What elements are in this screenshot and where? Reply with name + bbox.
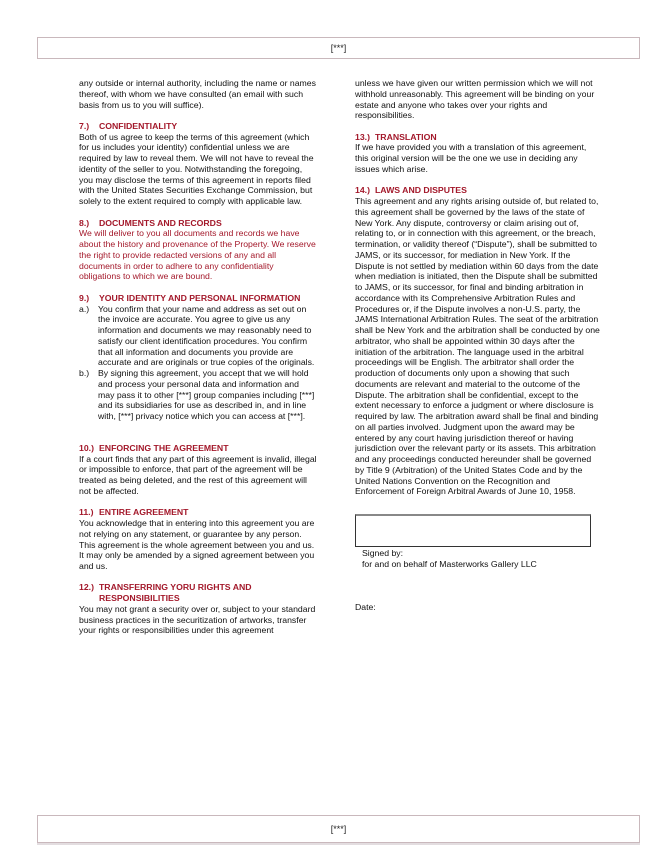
- section-laws-and-disputes: [355, 185, 600, 497]
- section-number: 10.): [79, 442, 94, 453]
- section-title: ENTIRE AGREEMENT: [99, 507, 189, 518]
- section-body: If we have provided you with a translation of this agreement, this original version will be the one we use in deciding any issues which arise.: [355, 142, 587, 174]
- section-enforcing-agreement: [79, 443, 317, 497]
- section-entire-agreement: [79, 507, 317, 572]
- section-heading: [79, 293, 317, 304]
- section-heading: [79, 121, 317, 132]
- section-heading: [79, 582, 317, 604]
- list-item-label: b.): [79, 368, 90, 379]
- section-identity-personal-info: [79, 293, 317, 422]
- section-documents-and-records: [79, 218, 317, 283]
- page-header: [37, 37, 640, 59]
- list-item-text: You confirm that your name and address as set out on the invoice are accurate. You agree to give us any information and documents we may reasonably need to satisfy our client identification procedures. You confirm that all information and documents you provide are accurate and are originals or true copies of the originals.: [98, 303, 315, 368]
- section-title: TRANSFERRING YORU RIGHTS AND RESPONSIBILITIES: [99, 582, 252, 604]
- left-column: [79, 78, 317, 636]
- section-heading: [79, 507, 317, 518]
- list-item: [79, 304, 317, 369]
- continued-paragraph: any outside or internal authority, including the name or names thereof, with whom we have consulted (an email with such basis from us to you will suffice).: [79, 78, 316, 110]
- section-number: 11.): [79, 507, 94, 518]
- section-title: TRANSLATION: [375, 131, 437, 142]
- section-body: Both of us agree to keep the terms of this agreement (which for us includes your identity) confidential unless we are required by law to reveal them. We will not have to reveal the identity of the seller to you. Notwithstanding the foregoing, you may disclose the terms of this agreement in reports filed with the United States Securities Exchange Commission, but solely to the extent required to comply with applicable law.: [79, 131, 314, 207]
- section-body: You acknowledge that in entering into this agreement you are not relying on any statement, or guarantee by any person. This agreement is the whole agreement between you and us. It may only be amended by a signed agreement between you and us.: [79, 518, 315, 571]
- section-confidentiality: [79, 121, 317, 207]
- signature-box[interactable]: [355, 514, 591, 547]
- section-body: This agreement and any rights arising outside of, but related to, this agreement shall be governed by the laws of the state of New York. Any dispute, controversy or claim arising out of, relating to, or in connection with this agreement, or the breach, termination, or validity thereof (“Dispute”), shall be submitted to JAMS, or its successor, for mediation in New York. If the Dispute is not settled by mediation within 60 days from the date when mediation is initiated, then the Dispute shall be submitted to JAMS, or its successor, for final and binding arbitration in accordance with its Comprehensive Arbitration Rules and Procedures or, if the Dispute involves a non-U.S. party, the JAMS International Arbitration Rules. The seat of the arbitration shall be New York and the arbitration shall be conducted by one arbitrator, who shall be appointed within 30 days after the initiation of the arbitration. The language used in the arbitral proceedings will be English. The arbitrator shall order the production of documents only upon a showing that such documents are relevant and material to the outcome of the Dispute. The arbitration shall be confidential, except to the extent necessary to enforce a judgment or where disclosure is required by law. The arbitration award shall be final and binding on all parties involved. Judgment upon the award may be entered by any court having jurisdiction thereof or having jurisdiction over the relevant party or its assets. This arbitration and any proceedings conducted hereunder shall be governed by Title 9 (Arbitration) of the United States Code and by the United Nations Convention on the Recognition and Enforcement of Foreign Arbitral Awards of June 10, 1958.: [355, 196, 600, 497]
- date-label: Date:: [355, 601, 376, 612]
- footer-text: [***]: [330, 824, 347, 834]
- section-body: We will deliver to you all documents and records we have about the history and provenance of the Property. We reserve the right to provide redacted versions of any and all documents in order to adhere to any confidentiality obligations to which we are bound.: [79, 228, 316, 282]
- section-number: 7.): [79, 120, 90, 131]
- section-title: YOUR IDENTITY AND PERSONAL INFORMATION: [99, 292, 301, 303]
- header-text: [***]: [330, 43, 347, 53]
- section-number: 13.): [355, 131, 370, 142]
- section-transferring-rights: [79, 582, 317, 636]
- on-behalf-label: for and on behalf of Masterworks Gallery LLC: [362, 558, 537, 569]
- right-column: [355, 78, 600, 612]
- section-title: LAWS AND DISPUTES: [375, 185, 467, 196]
- section-body: If a court finds that any part of this agreement is invalid, illegal or impossible to enforce, that part of the agreement will be treated as being deleted, and the rest of this agreement will not be affected.: [79, 453, 317, 496]
- section-heading: [355, 185, 600, 196]
- section-heading: [355, 132, 600, 143]
- section-title: ENFORCING THE AGREEMENT: [99, 442, 229, 453]
- section-title: CONFIDENTIALITY: [99, 120, 178, 131]
- list-item-text: By signing this agreement, you accept that we will hold and process your personal data and information and may pass it to other [***] group companies including [***] and its subsidiaries for use as described in, and in line with, [***] privacy notice which you can access at [***].: [98, 368, 315, 422]
- section-number: 12.): [79, 582, 94, 593]
- section-heading: [79, 443, 317, 454]
- section-body: You may not grant a security over or, subject to your standard business practices in the securitization of artworks, transfer your rights or responsibilities under this agreement: [79, 603, 316, 636]
- section-number: 9.): [79, 292, 90, 303]
- section-title: DOCUMENTS AND RECORDS: [99, 217, 222, 228]
- page-footer: [37, 815, 640, 843]
- continued-paragraph: unless we have given our written permission which we will not withhold unreasonably. This agreement will be binding on your estate and anyone who takes over your rights and responsibilities.: [355, 78, 595, 121]
- list-item-label: a.): [79, 303, 90, 314]
- signature-caption: [355, 548, 600, 570]
- section-heading: [79, 218, 317, 229]
- signed-by-label: Signed by:: [362, 548, 404, 559]
- list-item: [79, 368, 317, 422]
- section-number: 14.): [355, 185, 370, 196]
- section-number: 8.): [79, 217, 90, 228]
- section-translation: [355, 132, 600, 175]
